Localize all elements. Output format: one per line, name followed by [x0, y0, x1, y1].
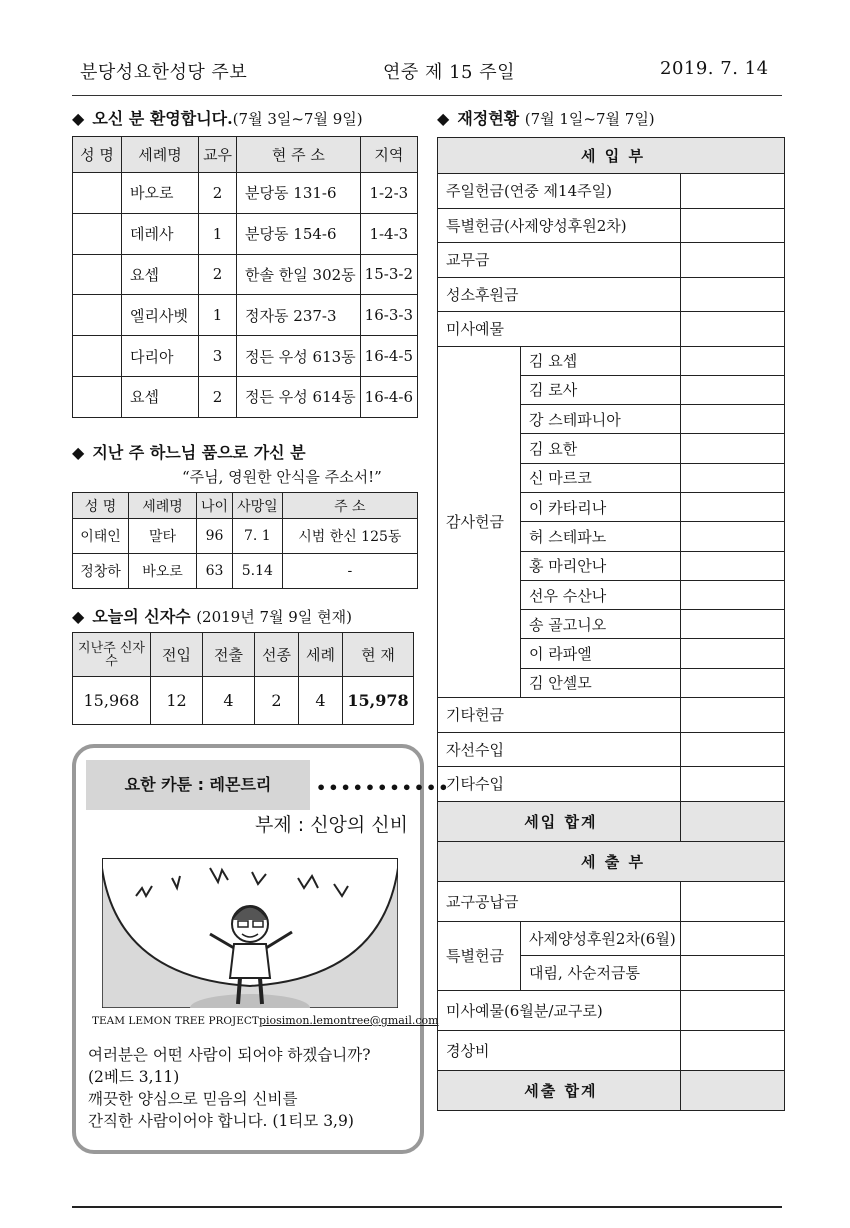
- expense-total-row: [438, 1070, 785, 1110]
- cartoon-title: 요한 카툰 : 레몬트리: [86, 760, 310, 810]
- table-row: [73, 519, 418, 554]
- donor-name: 선우 수산나: [520, 580, 680, 609]
- table-row: [438, 767, 785, 802]
- cell: 2: [199, 376, 237, 417]
- col-transfer-in: 전입: [151, 633, 203, 677]
- amount-cell: [680, 405, 784, 434]
- donor-name: 송 골고니오: [520, 610, 680, 639]
- table-row: [438, 990, 785, 1030]
- amount-cell: [680, 522, 784, 551]
- diamond-bullet-icon: ◆: [72, 109, 85, 128]
- current-count: 15,978: [343, 677, 414, 725]
- expense-item: 대림, 사순저금통: [520, 956, 680, 991]
- finance-table: [437, 137, 785, 1111]
- cell: 한솔 한일 302동: [237, 254, 361, 295]
- col-current: 현 재: [343, 633, 414, 677]
- diamond-bullet-icon: ◆: [72, 607, 85, 626]
- cell: 분당동 154-6: [237, 213, 361, 254]
- amount-cell: [680, 463, 784, 492]
- donor-name: 강 스테파니아: [520, 405, 680, 434]
- credit-email: piosimon.lemontree@gmail.com: [258, 1014, 439, 1027]
- amount-cell: [680, 375, 784, 404]
- amount-cell: [680, 732, 784, 767]
- transfer-in-count: 12: [151, 677, 203, 725]
- table-row: [438, 921, 785, 956]
- cell: 63: [197, 554, 233, 589]
- col-death-date: 사망일: [233, 493, 283, 519]
- donor-name: 허 스테파노: [520, 522, 680, 551]
- cell: 96: [197, 519, 233, 554]
- transfer-out-count: 4: [203, 677, 255, 725]
- cell: 요셉: [121, 376, 198, 417]
- col-region: 지역: [360, 137, 417, 173]
- table-row: [73, 213, 418, 254]
- cartoon-credit: [92, 1014, 439, 1027]
- welcome-table: [72, 136, 418, 418]
- cell: 이태인: [73, 519, 129, 554]
- diamond-bullet-icon: ◆: [72, 443, 85, 462]
- donor-name: 김 안셀모: [520, 668, 680, 697]
- table-row: [438, 1030, 785, 1070]
- cell: 데레사: [121, 213, 198, 254]
- income-total-row: [438, 801, 785, 841]
- table-header-row: [73, 137, 418, 173]
- cell: -: [282, 554, 417, 589]
- col-transfer-out: 전출: [203, 633, 255, 677]
- amount-cell: [680, 639, 784, 668]
- expense-item: 미사예물(6월분/교구로): [438, 990, 681, 1030]
- amount-cell: [680, 580, 784, 609]
- departed-title: ◆ 지난 주 하느님 품으로 가신 분: [72, 443, 306, 462]
- amount-cell: [680, 312, 784, 347]
- thanks-offering-label: 감사헌금: [438, 346, 521, 698]
- amount-cell: [680, 208, 784, 243]
- footer-divider: [72, 1206, 782, 1208]
- cartoon-subtitle: 부제 : 신앙의 신비: [255, 814, 408, 836]
- col-deceased: 선종: [255, 633, 299, 677]
- table-row: [73, 554, 418, 589]
- cell: 7. 1: [233, 519, 283, 554]
- header-divider: [72, 95, 782, 96]
- amount-cell: [680, 243, 784, 278]
- cell: 정든 우성 614동: [237, 376, 361, 417]
- expense-header-row: [438, 841, 785, 881]
- cell: 16-3-3: [360, 295, 417, 336]
- cell: 16-4-5: [360, 336, 417, 377]
- amount-cell: [680, 698, 784, 733]
- donor-name: 김 로사: [520, 375, 680, 404]
- col-name: 성 명: [73, 137, 122, 173]
- finance-title: ◆ 재정현황 (7월 1일~7월 7일): [437, 109, 655, 128]
- expense-item: 사제양성후원2차(6월): [520, 921, 680, 956]
- departed-prayer: “주님, 영원한 안식을 주소서!”: [182, 468, 382, 486]
- cell: 1: [199, 295, 237, 336]
- table-row: [73, 295, 418, 336]
- table-header-row: [73, 633, 414, 677]
- table-row: [73, 336, 418, 377]
- cartoon-illustration: [102, 858, 398, 1008]
- cell: [73, 376, 122, 417]
- donor-name: 홍 마리안나: [520, 551, 680, 580]
- credit-team: TEAM LEMON TREE PROJECT: [92, 1015, 259, 1027]
- income-header-row: [438, 138, 785, 174]
- amount-cell: [680, 174, 784, 209]
- special-offering-label: 특별헌금: [438, 921, 521, 990]
- col-prev-week: 지난주 신자수: [73, 633, 151, 677]
- cell: 다리아: [121, 336, 198, 377]
- amount-cell: [680, 668, 784, 697]
- table-row: [73, 677, 414, 725]
- believers-title: ◆ 오늘의 신자수 (2019년 7월 9일 현재): [72, 607, 352, 626]
- col-baptism: 세례명: [121, 137, 198, 173]
- dotted-leader: •••••••••••: [316, 778, 451, 797]
- diamond-bullet-icon: ◆: [437, 109, 450, 128]
- donor-name: 김 요셉: [520, 346, 680, 375]
- col-baptized: 세례: [299, 633, 343, 677]
- cell: 16-4-6: [360, 376, 417, 417]
- amount-cell: [680, 610, 784, 639]
- cell: 15-3-2: [360, 254, 417, 295]
- cell: 3: [199, 336, 237, 377]
- expense-total-label: 세출 합계: [438, 1070, 681, 1110]
- cell: 요셉: [121, 254, 198, 295]
- departed-table: [72, 492, 418, 589]
- income-item: 기타수입: [438, 767, 681, 802]
- income-item: 기타헌금: [438, 698, 681, 733]
- income-item: 교무금: [438, 243, 681, 278]
- donor-name: 김 요한: [520, 434, 680, 463]
- income-total-label: 세입 합계: [438, 801, 681, 841]
- table-row: [438, 698, 785, 733]
- expense-total-amount: [680, 1070, 784, 1110]
- table-header-row: [73, 493, 418, 519]
- table-row: [438, 881, 785, 921]
- cell: 분당동 131-6: [237, 173, 361, 214]
- donor-name: 이 라파엘: [520, 639, 680, 668]
- donor-name: 이 카타리나: [520, 492, 680, 521]
- amount-cell: [680, 921, 784, 956]
- amount-cell: [680, 346, 784, 375]
- table-row: [438, 312, 785, 347]
- income-item: 성소후원금: [438, 277, 681, 312]
- income-item: 주일헌금(연중 제14주일): [438, 174, 681, 209]
- amount-cell: [680, 434, 784, 463]
- income-item: 자선수입: [438, 732, 681, 767]
- table-row: [73, 376, 418, 417]
- cell: 시범 한신 125동: [282, 519, 417, 554]
- table-row: [438, 277, 785, 312]
- income-item: 미사예물: [438, 312, 681, 347]
- amount-cell: [680, 492, 784, 521]
- liturgical-week: 연중 제 15 주일: [383, 62, 516, 83]
- cell: 엘리사벳: [121, 295, 198, 336]
- cell: 정자동 237-3: [237, 295, 361, 336]
- col-address: 주 소: [282, 493, 417, 519]
- col-address: 현 주 소: [237, 137, 361, 173]
- table-row: [438, 243, 785, 278]
- cell: 정든 우성 613동: [237, 336, 361, 377]
- cell: [73, 173, 122, 214]
- amount-cell: [680, 956, 784, 991]
- col-age: 나이: [197, 493, 233, 519]
- cell: 바오로: [121, 173, 198, 214]
- cell: [73, 336, 122, 377]
- deceased-count: 2: [255, 677, 299, 725]
- col-baptism: 세례명: [129, 493, 197, 519]
- expense-item: 교구공납금: [438, 881, 681, 921]
- cell: [73, 254, 122, 295]
- cell: 1-2-3: [360, 173, 417, 214]
- income-header: 세 입 부: [438, 138, 785, 174]
- prev-week-count: 15,968: [73, 677, 151, 725]
- cell: 2: [199, 254, 237, 295]
- col-name: 성 명: [73, 493, 129, 519]
- table-row: [73, 254, 418, 295]
- cell: 1: [199, 213, 237, 254]
- table-row: [73, 173, 418, 214]
- cell: 정창하: [73, 554, 129, 589]
- cartoon-box: [72, 744, 451, 1154]
- amount-cell: [680, 767, 784, 802]
- bulletin-date: 2019. 7. 14: [660, 58, 769, 79]
- amount-cell: [680, 1030, 784, 1070]
- welcome-title: ◆ 오신 분 환영합니다.(7월 3일~7월 9일): [72, 109, 363, 128]
- cell: 1-4-3: [360, 213, 417, 254]
- cartoon-scripture: 여러분은 어떤 사람이 되어야 하겠습니까? (2베드 3,11) 깨끗한 양심으로 믿음의 신비를 간직한 사람이어야 합니다. (1티모 3,9): [88, 1046, 371, 1130]
- amount-cell: [680, 277, 784, 312]
- col-members: 교우: [199, 137, 237, 173]
- parish-name: 분당성요한성당 주보: [80, 62, 248, 83]
- cell: 말타: [129, 519, 197, 554]
- cell: 2: [199, 173, 237, 214]
- expense-header: 세 출 부: [438, 841, 785, 881]
- cell: [73, 213, 122, 254]
- table-row: [438, 346, 785, 375]
- cell: [73, 295, 122, 336]
- amount-cell: [680, 881, 784, 921]
- table-row: [438, 208, 785, 243]
- believers-table: [72, 632, 414, 725]
- income-total-amount: [680, 801, 784, 841]
- amount-cell: [680, 551, 784, 580]
- baptized-count: 4: [299, 677, 343, 725]
- expense-item: 경상비: [438, 1030, 681, 1070]
- amount-cell: [680, 990, 784, 1030]
- income-item: 특별헌금(사제양성후원2차): [438, 208, 681, 243]
- table-row: [438, 174, 785, 209]
- cell: 5.14: [233, 554, 283, 589]
- table-row: [438, 732, 785, 767]
- cell: 바오로: [129, 554, 197, 589]
- donor-name: 신 마르코: [520, 463, 680, 492]
